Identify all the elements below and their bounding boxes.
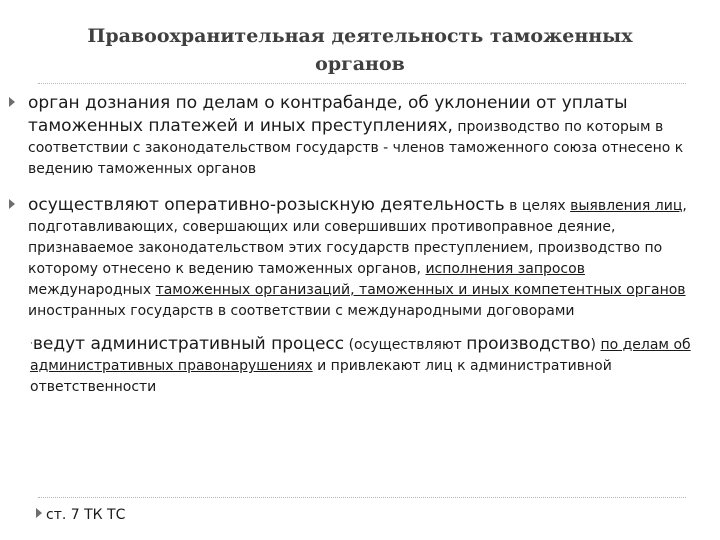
item-text: в целях	[504, 198, 571, 214]
source-reference	[36, 505, 125, 525]
underlined-phrase: таможенных организаций, таможенных и иных компетентных органов	[155, 282, 686, 298]
slide-content	[8, 92, 708, 412]
triangle-bullet-icon	[36, 508, 42, 518]
dot-marker: ·	[30, 339, 33, 349]
underlined-phrase: выявления лиц	[570, 198, 683, 214]
item-lead: ведут административный процесс	[32, 334, 345, 354]
item-text: и привлекают лиц к административной ответственности	[30, 358, 612, 395]
item-lead: орган дознания по делам о контрабанде, об уклонении от уплаты таможенных платежей и иных преступлениях,	[28, 93, 628, 136]
list-item	[8, 194, 708, 322]
underlined-phrase: по делам об административных правонарушениях	[30, 337, 691, 374]
item-text: )	[590, 337, 601, 353]
item-text: производство по которым в соответствии с законодательством государств - членов таможенного союза отнесено к ведению таможенных органов	[28, 119, 684, 177]
item-text: (осуществляют	[344, 337, 467, 353]
triangle-bullet-icon	[9, 97, 15, 107]
item-text: международных	[28, 282, 156, 298]
source-text: ст. 7 ТК ТС	[46, 507, 126, 523]
item-lead: осуществляют оперативно-розыскную деятельность	[28, 195, 505, 215]
top-divider	[38, 83, 686, 84]
item-text: иностранных государств в соответствии с международными договорами	[28, 303, 575, 319]
list-item	[30, 333, 708, 398]
item-lead: производство	[466, 334, 591, 354]
item-text: , подготавливающих, совершающих или совершивших противоправное деяние, признаваемое законодательством этих государств преступлением, производство по которому отнесено к ведению таможенных органов,	[28, 198, 687, 277]
underlined-phrase: исполнения запросов	[425, 261, 585, 277]
bottom-divider	[38, 497, 686, 498]
list-item	[8, 92, 708, 180]
triangle-bullet-icon	[9, 199, 15, 209]
slide-title: Правоохранительная деятельность таможенных органов	[87, 25, 633, 75]
